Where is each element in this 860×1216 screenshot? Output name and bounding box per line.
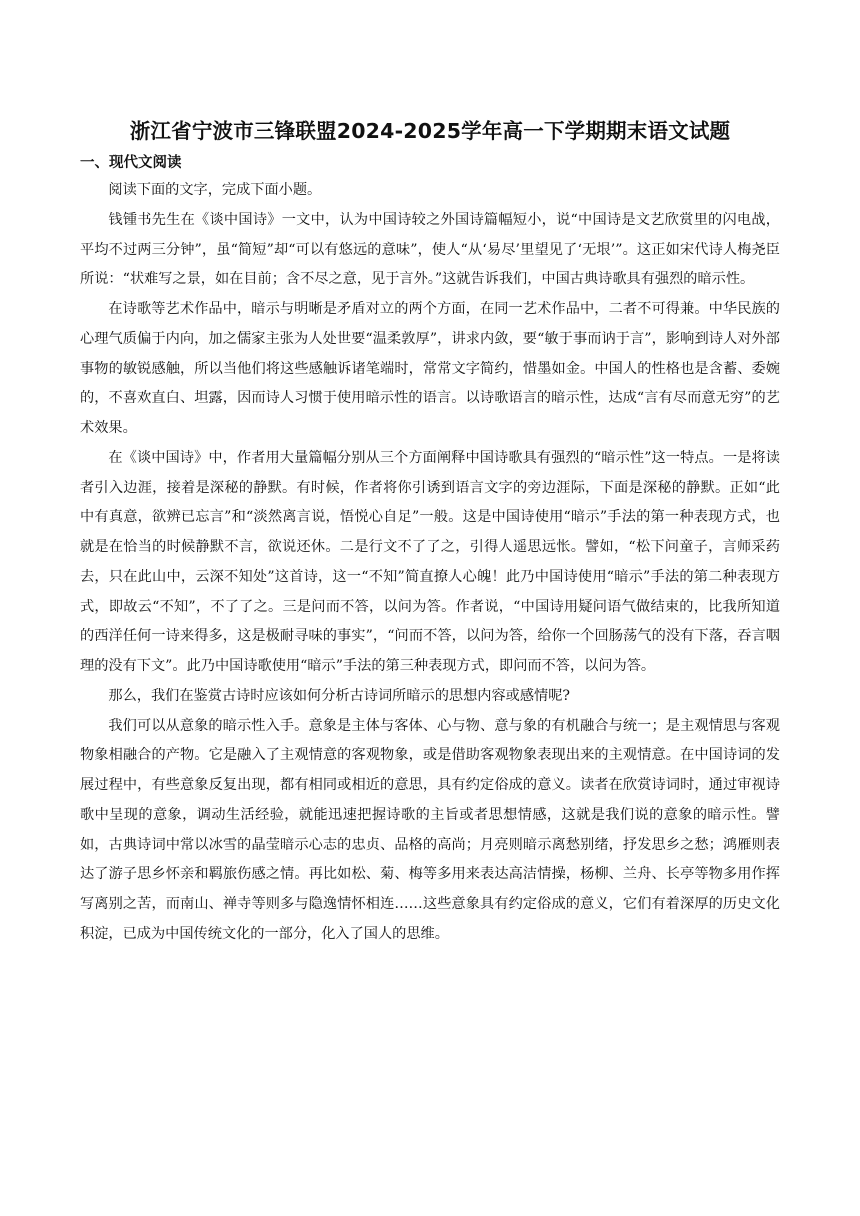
- article-paragraph: 钱锺书先生在《谈中国诗》一文中，认为中国诗较之外国诗篇幅短小，说“中国诗是文艺欣赏里的闪电战，平均不过两三分钟”，虽“简短”却“可以有悠远的意味”，使人“从‘易尽’里望见了‘无垠’”。这正如宋代诗人梅尧臣所说：“状难写之景，如在目前；含不尽之意，见于言外。”这就告诉我们，中国古典诗歌具有强烈的暗示性。: [80, 211, 780, 288]
- article-paragraph: 我们可以从意象的暗示性入手。意象是主体与客体、心与物、意与象的有机融合与统一；是主观情思与客观物象相融合的产物。它是融入了主观情意的客观物象，或是借助客观物象表现出来的主观情意。在中国诗词的发展过程中，有些意象反复出现，都有相同或相近的意思，具有约定俗成的意义。读者在欣赏诗词时，通过审视诗歌中呈现的意象，调动生活经验，就能迅速把握诗歌的主旨或者思想情感，这就是我们说的意象的暗示性。譬如，古典诗词中常以冰雪的晶莹暗示心志的忠贞、品格的高尚；月亮则暗示离愁别绪，抒发思乡之愁；鸿雁则表达了游子思乡怀亲和羁旅伤感之情。再比如松、菊、梅等多用来表达高洁情操，杨柳、兰舟、长亭等物多用作挥写离别之苦，而南山、禅寺等则多与隐逸情怀相连……这些意象具有约定俗成的意义，它们有着深厚的历史文化积淀，已成为中国传统文化的一部分，化入了国人的思维。: [80, 717, 780, 942]
- article-paragraph: 在《谈中国诗》中，作者用大量篇幅分别从三个方面阐释中国诗歌具有强烈的“暗示性”这一特点。一是将读者引入边涯，接着是深秘的静默。有时候，作者将你引诱到语言文字的旁边涯际，下面是深秘的静默。正如“此中有真意，欲辨已忘言”和“淡然离言说，悟悦心自足”一般。这是中国诗使用“暗示”手法的第一种表现方式，也就是在恰当的时候静默不言，欲说还休。二是行文不了了之，引得人遥思远怅。譬如，“松下问童子，言师采药去，只在此山中，云深不知处”这首诗，这一“不知”简直撩人心魄！此乃中国诗使用“暗示”手法的第二种表现方式，即故云“不知”，不了了之。三是问而不答，以问为答。作者说，“中国诗用疑问语气做结束的，比我所知道的西洋任何一诗来得多，这是极耐寻味的事实”，“问而不答，以问为答，给你一个回肠荡气的没有下落，吞言咽理的没有下文”。此乃中国诗歌使用“暗示”手法的第三种表现方式，即问而不答，以问为答。: [80, 449, 780, 674]
- article-paragraph: 那么，我们在鉴赏古诗时应该如何分析古诗词所暗示的思想内容或感情呢?: [108, 687, 570, 704]
- document-title: 浙江省宁波市三锋联盟2024-2025学年高一下学期期末语文试题: [129, 119, 731, 143]
- article-body: [80, 176, 780, 950]
- instruction-paragraph: 阅读下面的文字，完成下面小题。: [108, 182, 322, 198]
- section-heading: 一、现代文阅读: [80, 155, 182, 171]
- article-paragraph: 在诗歌等艺术作品中，暗示与明晰是矛盾对立的两个方面，在同一艺术作品中，二者不可得兼。中华民族的心理气质偏于内向，加之儒家主张为人处世要“温柔敦厚”，讲求内敛，要“敏于事而讷于言”，影响到诗人对外部事物的敏锐感触，所以当他们将这些感触诉诸笔端时，常常文字简约，惜墨如金。中国人的性格也是含蓄、委婉的，不喜欢直白、坦露，因而诗人习惯于使用暗示性的语言。以诗歌语言的暗示性，达成“言有尽而意无穷”的艺术效果。: [80, 301, 780, 436]
